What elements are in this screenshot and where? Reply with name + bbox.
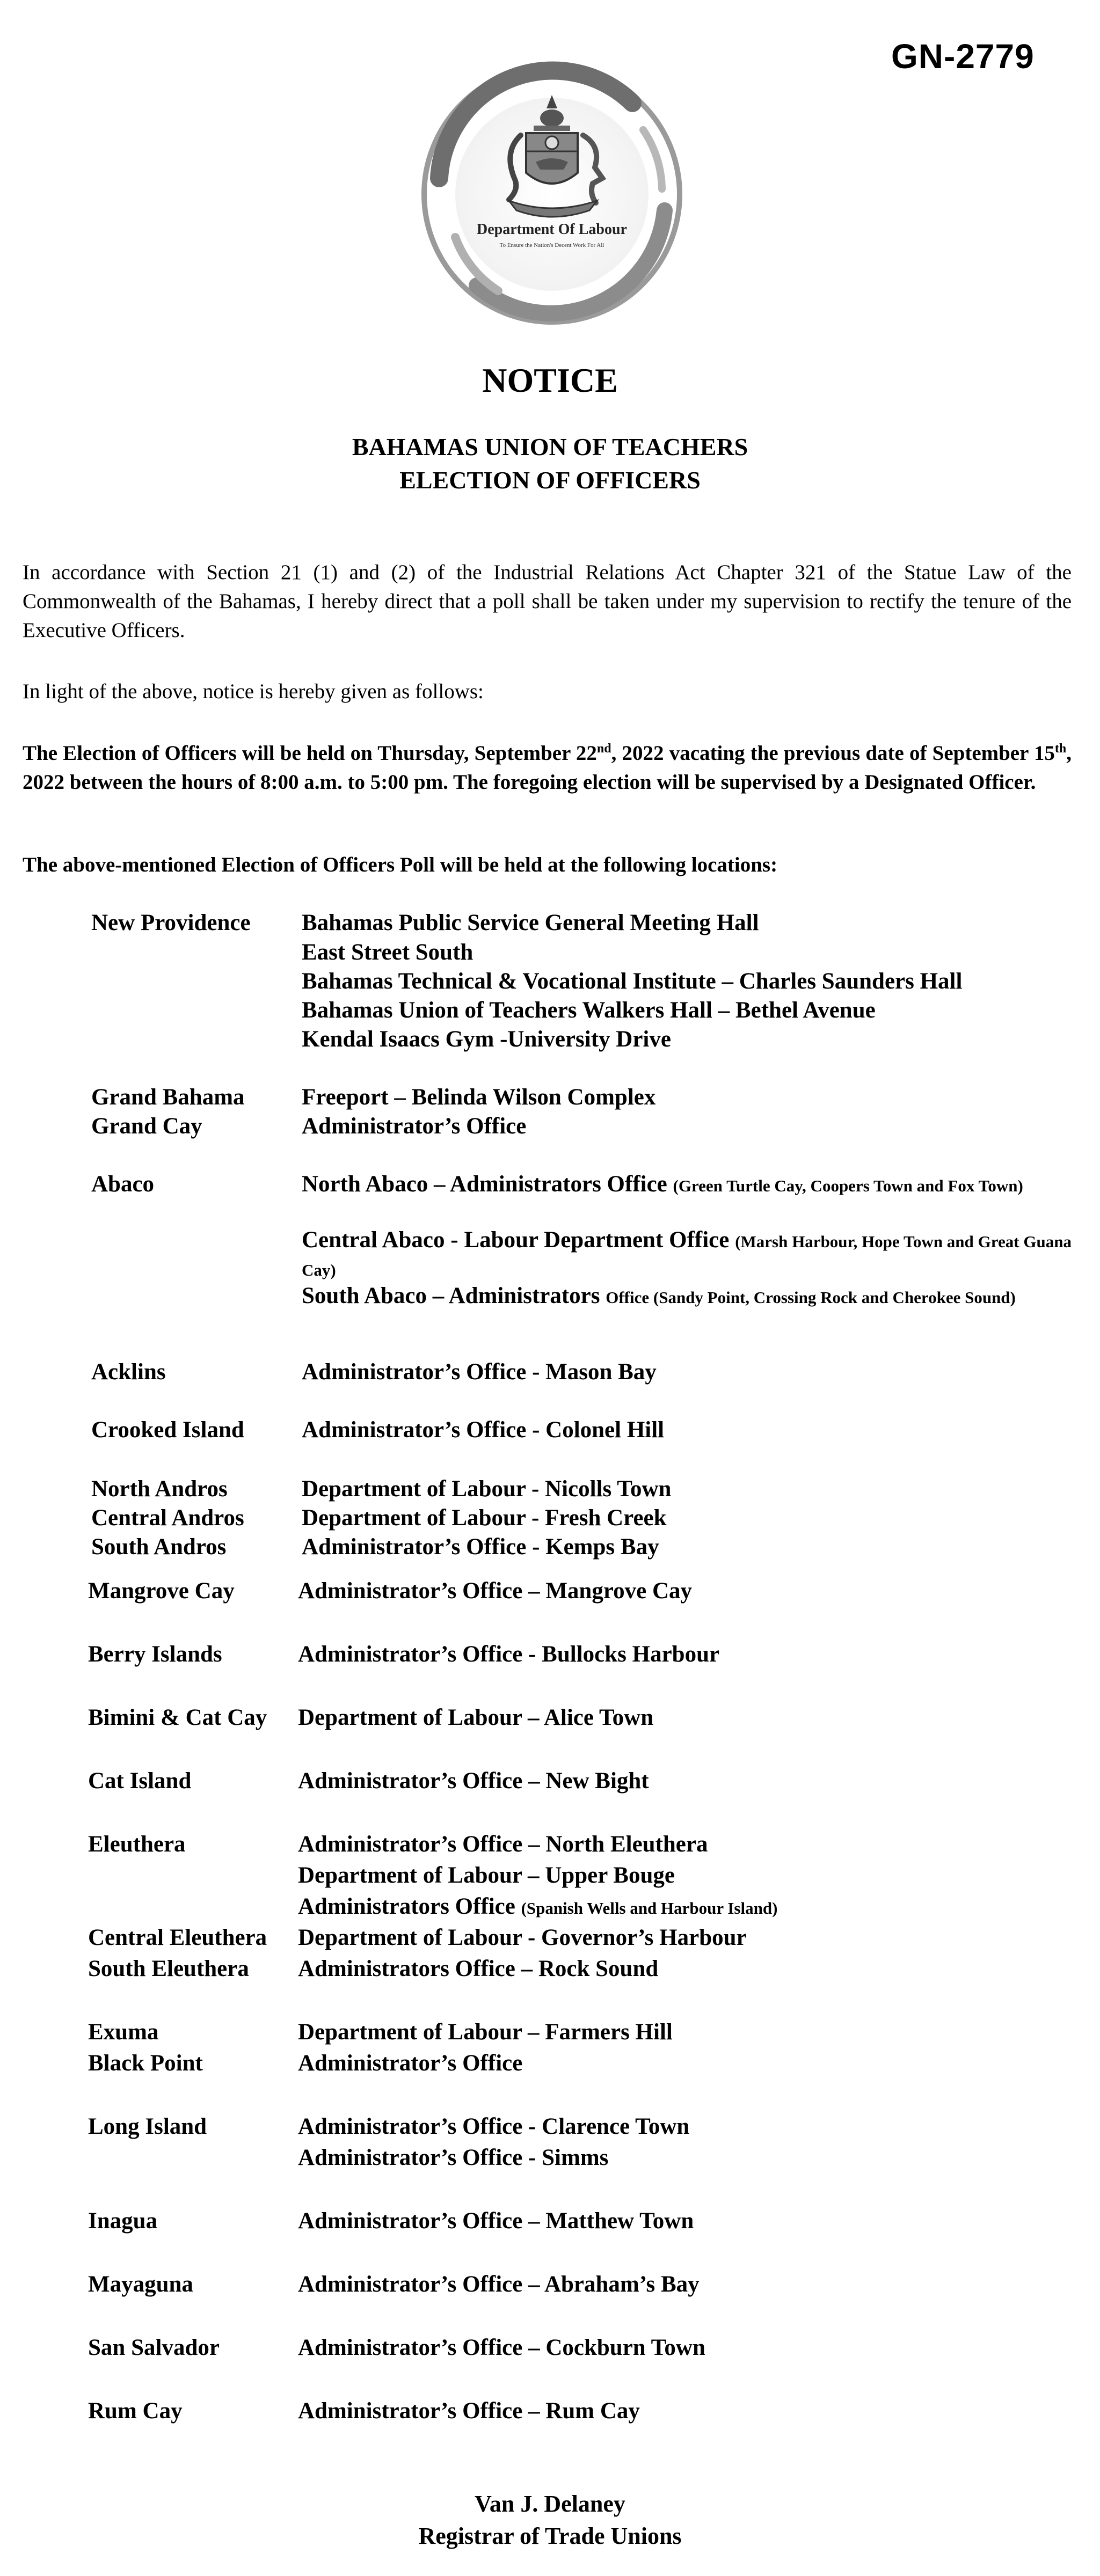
location-address: Administrator’s Office – Cockburn Town (298, 2335, 705, 2360)
location-address: Administrators Office – Rock Sound (298, 1956, 659, 1981)
abaco-south (302, 1283, 1072, 1311)
abaco-north (302, 1171, 1072, 1199)
location-address: Administrator’s Office - Bullocks Harbour (298, 1642, 720, 1667)
location-address: Administrator’s Office – New Bight (298, 1768, 649, 1794)
location-note: (Green Turtle Cay, Coopers Town and Fox Town) (673, 1176, 1023, 1195)
location-name: Grand Bahama (91, 1085, 245, 1110)
location-name: Eleuthera (88, 1832, 186, 1857)
election-date-paragraph (23, 734, 1072, 797)
location-name: North Andros (91, 1476, 228, 1502)
location-name: Inagua (88, 2208, 158, 2234)
location-note: Office (Sandy Point, Crossing Rock and Cherokee Sound) (606, 1288, 1016, 1307)
logo-dept-name: Department Of Labour (477, 221, 627, 238)
location-name: Acklins (91, 1359, 166, 1385)
date-suffix-th: th (1054, 742, 1067, 756)
signatory-name: Van J. Delaney (475, 2491, 625, 2517)
signatory-title: Registrar of Trade Unions (418, 2523, 682, 2549)
department-of-labour-logo (418, 33, 686, 355)
location-name: South Eleuthera (88, 1956, 249, 1981)
location-name: Exuma (88, 2019, 159, 2045)
location-address: Administrator’s Office - Clarence Town (298, 2114, 690, 2139)
location-name: Mayaguna (88, 2272, 193, 2297)
location-name: South Andros (91, 1534, 227, 1560)
location-address (298, 1893, 777, 1922)
location-address: Bahamas Union of Teachers Walkers Hall – Bethel Avenue (302, 998, 876, 1023)
location-name: Grand Cay (91, 1114, 202, 1139)
location-address: Central Abaco - Labour Department Office (302, 1227, 735, 1253)
location-address: Department of Labour – Alice Town (298, 1705, 654, 1730)
locations-intro-paragraph: The above-mentioned Election of Officers Poll will be held at the following locations: (23, 853, 778, 876)
notice-number: GN-2779 (891, 37, 1035, 76)
location-address: East Street South (302, 940, 473, 965)
location-name: San Salvador (88, 2335, 220, 2360)
location-address: Bahamas Public Service General Meeting Hall (302, 910, 759, 935)
location-address: Administrator’s Office – Rum Cay (298, 2398, 640, 2424)
subtitle-union: BAHAMAS UNION OF TEACHERS (352, 433, 748, 460)
notice-title: NOTICE (482, 361, 618, 399)
location-address: Administrator’s Office - Colonel Hill (302, 1417, 665, 1443)
location-address: South Abaco – Administrators (302, 1283, 606, 1308)
location-address: Department of Labour - Fresh Creek (302, 1505, 667, 1531)
location-name: Black Point (88, 2051, 203, 2076)
location-address: Bahamas Technical & Vocational Institute – Charles Saunders Hall (302, 969, 963, 994)
intro-paragraph: In accordance with Section 21 (1) and (2) of the Industrial Relations Act Chapter 321 of the Statue Law of the Commonwealth of the Bahamas, I hereby direct that a poll shall be taken under my supervision to rectify the tenure of the Executive Officers. (23, 561, 1072, 642)
location-address: Administrator’s Office - Mason Bay (302, 1359, 657, 1385)
location-address: Department of Labour - Governor’s Harbour (298, 1925, 747, 1950)
location-name: Crooked Island (91, 1417, 244, 1443)
location-name: Abaco (91, 1172, 155, 1197)
location-address: Department of Labour – Upper Bouge (298, 1863, 675, 1888)
location-address: Administrator’s Office (298, 2051, 523, 2076)
location-address: Freeport – Belinda Wilson Complex (302, 1085, 656, 1110)
location-name: Central Eleuthera (88, 1925, 267, 1950)
location-address: Administrator’s Office (302, 1114, 527, 1139)
location-address: North Abaco – Administrators Office (302, 1172, 673, 1197)
location-address: Administrator’s Office – Matthew Town (298, 2208, 694, 2234)
location-address: Department of Labour – Farmers Hill (298, 2019, 673, 2045)
date-text-3: , 2022 between the hours of 8:00 a.m. to 5:00 pm. The foregoing election will be supervised by a Designated Officer. (23, 742, 1072, 794)
abaco-central (302, 1227, 1072, 1284)
location-address: Administrator’s Office - Simms (298, 2145, 609, 2170)
date-suffix-nd: nd (596, 742, 611, 756)
location-address: Administrator’s Office – Abraham’s Bay (298, 2272, 700, 2297)
location-name: Central Andros (91, 1505, 244, 1531)
location-address: Kendal Isaacs Gym -University Drive (302, 1027, 671, 1052)
location-address: Department of Labour - Nicolls Town (302, 1476, 672, 1502)
logo-motto: To Ensure the Nation's Decent Work For All (499, 242, 604, 248)
location-note: (Spanish Wells and Harbour Island) (521, 1899, 778, 1918)
location-name: New Providence (91, 910, 251, 935)
location-address: Administrator’s Office - Kemps Bay (302, 1534, 659, 1560)
location-address: Administrator’s Office – Mangrove Cay (298, 1578, 693, 1604)
location-name: Bimini & Cat Cay (88, 1705, 267, 1730)
location-name: Cat Island (88, 1768, 192, 1794)
date-text-1: The Election of Officers will be held on Thursday, September 22 (23, 742, 597, 765)
location-note: (Marsh Harbour, Hope Town and Great Guana Cay) (302, 1232, 1072, 1279)
location-name: Long Island (88, 2114, 207, 2139)
date-text-2: , 2022 vacating the previous date of September 15 (611, 742, 1055, 765)
location-name: Mangrove Cay (88, 1578, 235, 1604)
notice-given-paragraph: In light of the above, notice is hereby given as follows: (23, 680, 484, 703)
logo-emblem-icon (418, 33, 686, 355)
location-name: Berry Islands (88, 1642, 222, 1667)
location-name: Rum Cay (88, 2398, 183, 2424)
subtitle-election: ELECTION OF OFFICERS (399, 466, 701, 494)
location-address-main: Administrators Office (298, 1894, 521, 1919)
location-address: Administrator’s Office – North Eleuthera (298, 1832, 708, 1857)
